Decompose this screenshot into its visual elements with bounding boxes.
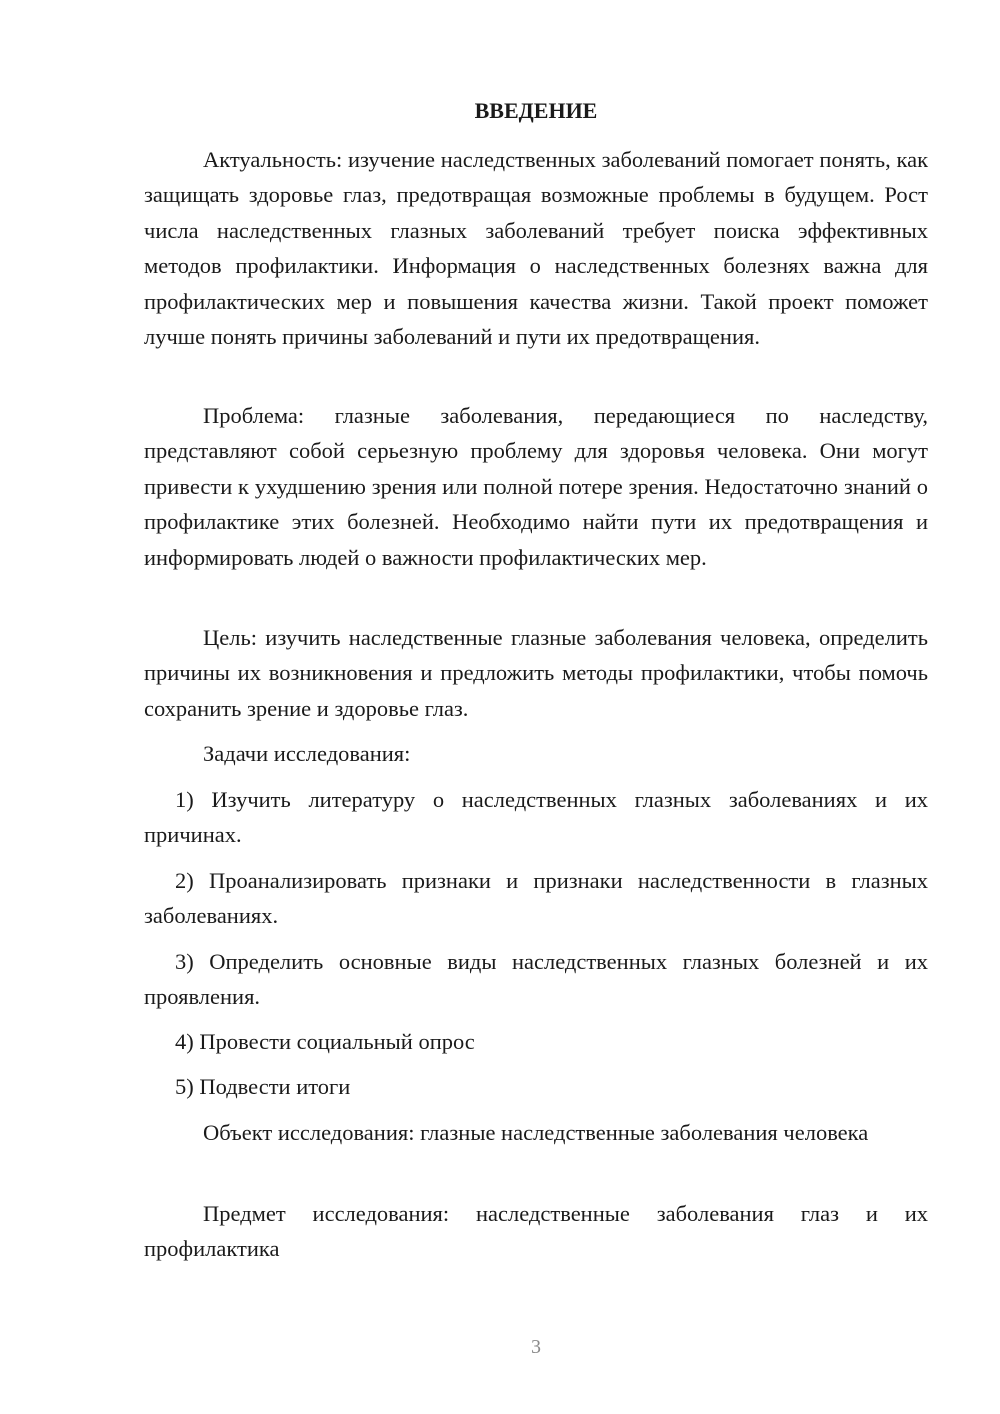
page-number: 3	[531, 1336, 541, 1358]
paragraph-object: Объект исследования: глазные наследственные заболевания человека	[203, 1120, 869, 1145]
task-list-item: 2) Проанализировать признаки и признаки наследственности в глазных заболеваниях.	[144, 868, 928, 929]
paragraph-relevance: Актуальность: изучение наследственных заболеваний помогает понять, как защищать здоровье глаз, предотвращая возможные проблемы в будущем. Рост числа наследственных глазных заболеваний требует поиска эффективных методов профилактики. Информация о наследственных болезнях важна для профилактических мер и повышения качества жизни. Такой проект поможет лучше понять причины заболеваний и пути их предотвращения.	[144, 147, 928, 350]
paragraph-subject: Предмет исследования: наследственные заболевания глаз и их профилактика	[144, 1201, 928, 1262]
page-title: ВВЕДЕНИЕ	[474, 98, 598, 123]
task-list-item: 3) Определить основные виды наследственных глазных болезней и их проявления.	[144, 949, 928, 1010]
task-list-item: 4) Провести социальный опрос	[175, 1029, 475, 1054]
paragraph-goal: Цель: изучить наследственные глазные заболевания человека, определить причины их возникновения и предложить методы профилактики, чтобы помочь сохранить зрение и здоровье глаз.	[144, 625, 928, 721]
paragraph-problem: Проблема: глазные заболевания, передающиеся по наследству, представляют собой серьезную проблему для здоровья человека. Они могут привести к ухудшению зрения или полной потере зрения. Недостаточно знаний о профилактике этих болезней. Необходимо найти пути их предотвращения и информировать людей о важности профилактических мер.	[144, 403, 928, 570]
task-list-item: 5) Подвести итоги	[175, 1074, 351, 1099]
task-list-item: 1) Изучить литературу о наследственных глазных заболеваниях и их причинах.	[144, 787, 928, 848]
tasks-heading: Задачи исследования:	[203, 741, 411, 766]
document-page	[144, 0, 928, 1414]
